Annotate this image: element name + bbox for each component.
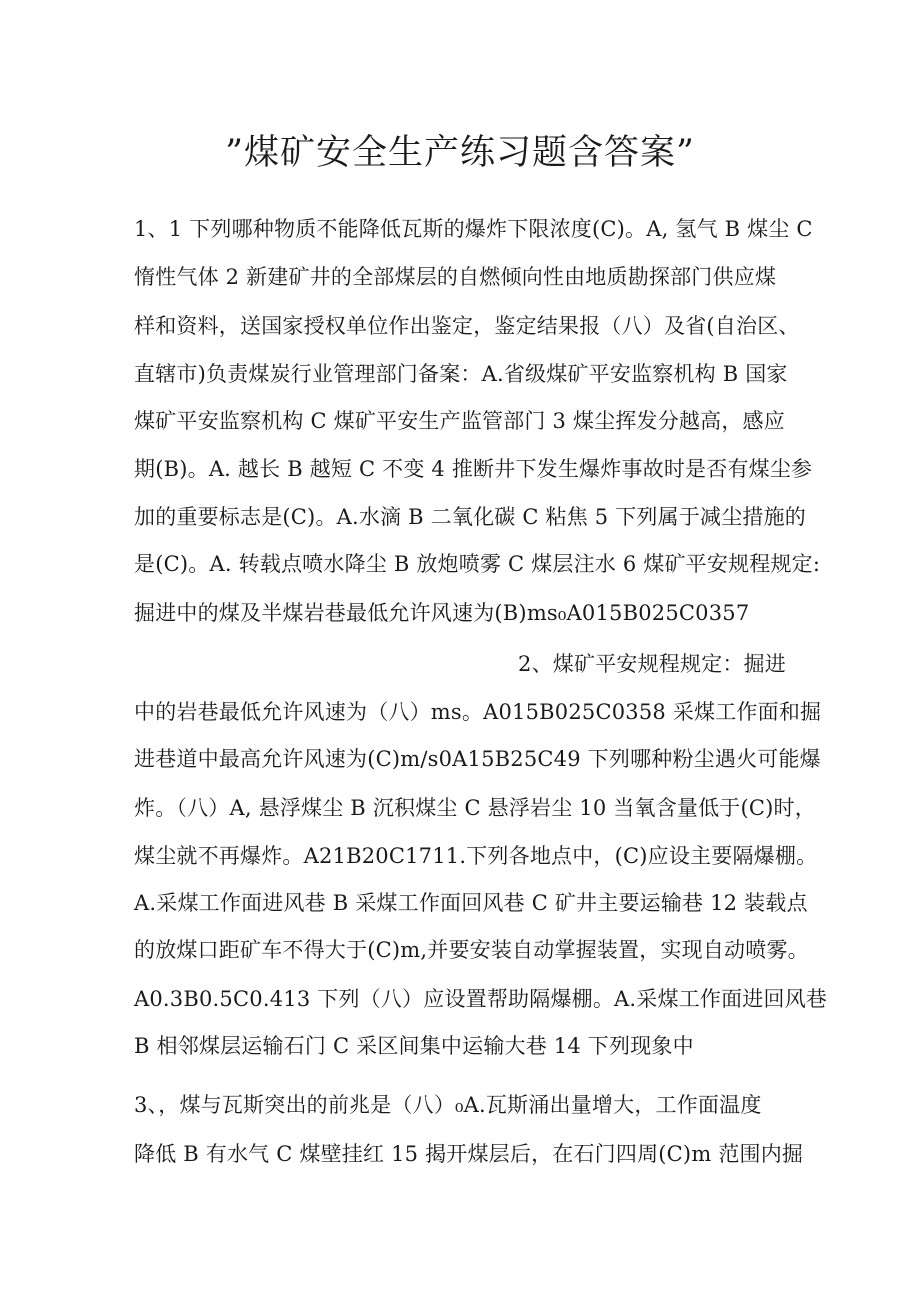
text-line: 惰性气体 2 新建矿井的全部煤层的自燃倾向性由地质勘探部门供应煤 [134,265,777,289]
text-line: A.采煤工作面进风巷 B 采煤工作面回风巷 C 矿井主要运输巷 12 装载点 [134,891,808,915]
text-line: 降低 B 有水气 C 煤壁挂红 15 揭开煤层后，在石门四周(C)m 范围内掘 [134,1142,804,1166]
text-line: 样和资料，送国家授权单位作出鉴定，鉴定结果报（八）及省(自治区、 [134,314,800,338]
text-line: 煤尘就不再爆炸。A21B20C1711.下列各地点中，(C)应设主要隔爆棚。 [134,844,818,868]
text-line: 的放煤口距矿车不得大于(C)m,并要安装自动掌握装置，实现自动喷雾。 [134,938,809,962]
text-line: 期(B)。A. 越长 B 越短 C 不变 4 推断井下发生爆炸事故时是否有煤尘参 [134,457,813,481]
text-line: A0.3B0.5C0.413 下列（八）应设置帮助隔爆棚。A.采煤工作面进回风巷 [134,987,828,1011]
text-line: B 相邻煤层运输石门 C 采区间集中运输大巷 14 下列现象中 [134,1034,694,1058]
text-line: 是(C)。A. 转载点喷水降尘 B 放炮喷雾 C 煤层注水 6 煤矿平安规程规定: [134,552,821,576]
text-line: 进巷道中最高允许风速为(C)m∕s0A15B25C49 下列哪种粉尘遇火可能爆 [134,747,821,771]
section-heading-line: 2、煤矿平安规程规定：掘进 [518,652,786,676]
text-line: 1、1 下列哪种物质不能降低瓦斯的爆炸下限浓度(C)。A, 氢气 B 煤尘 C [134,217,813,241]
text-line: 煤矿平安监察机构 C 煤矿平安生产监管部门 3 煤尘挥发分越高，感应 [134,409,785,433]
text-line: 直辖市)负责煤炭行业管理部门备案：A.省级煤矿平安监察机构 B 国家 [134,362,788,386]
text-line: 掘进中的煤及半煤岩巷最低允许风速为(B)ms₀A015B025C0357 [134,601,750,625]
document-title: ”煤矿安全生产练习题含答案” [225,133,695,173]
text-line: 3、，煤与瓦斯突出的前兆是（八）₀A.瓦斯涌出量增大，工作面温度 [134,1093,762,1117]
text-line: 中的岩巷最低允许风速为（八）ms。A015B025C0358 采煤工作面和掘 [134,700,822,724]
text-line: 炸。（八）A, 悬浮煤尘 B 沉积煤尘 C 悬浮岩尘 10 当氧含量低于(C)时， [134,796,816,820]
text-line: 加的重要标志是(C)。A.水滴 B 二氧化碳 C 粘焦 5 下列属于减尘措施的 [134,505,807,529]
